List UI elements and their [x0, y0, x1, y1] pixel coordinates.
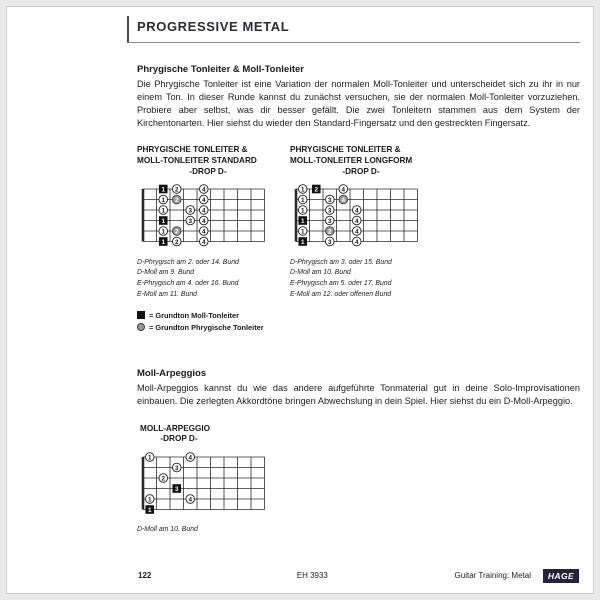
- svg-text:4: 4: [354, 207, 359, 215]
- diagram-column-standard: [137, 145, 290, 300]
- svg-text:1: 1: [161, 239, 166, 247]
- svg-text:1: 1: [161, 228, 166, 236]
- svg-text:4: 4: [188, 454, 193, 462]
- svg-text:4: 4: [341, 197, 346, 205]
- svg-text:2: 2: [161, 475, 166, 483]
- root-phrygian-circle-icon: [137, 323, 145, 331]
- publisher-logo: HAGE: [543, 569, 579, 583]
- diagram-caption: E-Phrygisch am 5. oder 17. Bund: [290, 280, 392, 288]
- legend-item-phrygian-root: = Grundton Phrygische Tonleiter: [137, 323, 580, 332]
- series-label: Guitar Training: Metal: [454, 571, 531, 580]
- svg-text:2: 2: [314, 186, 319, 194]
- svg-text:4: 4: [201, 197, 206, 205]
- svg-text:4: 4: [354, 239, 359, 247]
- svg-text:1: 1: [300, 218, 305, 226]
- svg-text:4: 4: [201, 218, 206, 226]
- diagram-title: PHRYGISCHE TONLEITER & MOLL-TONLEITER LONGFORM -DROP D-: [290, 145, 413, 176]
- diagram-captions: [137, 525, 580, 536]
- svg-text:2: 2: [174, 186, 179, 194]
- svg-text:4: 4: [354, 218, 359, 226]
- catalog-number: EH 3933: [296, 571, 328, 580]
- page-number: 122: [138, 571, 152, 580]
- svg-text:4: 4: [188, 496, 193, 504]
- section-body: Die Phrygische Tonleiter ist eine Variation der normalen Moll-Tonleiter und unterscheidet sich zu ihr in nur einem Ton. In dieser Runde kannst du zunächst versuchen, sie der normalen Moll-Tonleiter vorzuziehen. Probiere aber selbst, was dir besser gefällt. Die zwei Tonleitern stammen aus dem System der Kirchentonarten. Hier siehst du wieder den Standard-Fingersatz und den gestreckten Fingersatz.: [137, 79, 580, 129]
- diagram-columns: [137, 145, 580, 300]
- svg-text:4: 4: [354, 228, 359, 236]
- svg-text:3: 3: [174, 485, 179, 493]
- diagram-caption: E-Moll am 12. oder offenen Bund: [290, 290, 392, 298]
- fretboard-diagram-standard: [137, 183, 290, 253]
- section-heading: Moll-Arpeggios: [137, 367, 207, 379]
- svg-text:3: 3: [327, 239, 332, 247]
- svg-text:3: 3: [327, 207, 332, 215]
- section-arpeggio: [137, 368, 580, 537]
- svg-text:4: 4: [201, 228, 206, 236]
- svg-text:1: 1: [300, 207, 305, 215]
- svg-text:2: 2: [174, 197, 179, 205]
- svg-text:1: 1: [161, 218, 166, 226]
- diagram-captions: [290, 258, 580, 301]
- svg-text:1: 1: [147, 496, 152, 504]
- svg-text:3: 3: [327, 218, 332, 226]
- svg-text:1: 1: [161, 186, 166, 194]
- diagram-title: MOLL-ARPEGGIO -DROP D-: [140, 423, 211, 444]
- svg-text:1: 1: [147, 506, 152, 514]
- svg-text:1: 1: [300, 239, 305, 247]
- section-heading: Phrygische Tonleiter & Moll-Tonleiter: [137, 64, 304, 75]
- diagram-column-longform: [290, 145, 580, 300]
- diagram-caption: D-Moll am 10. Bund: [137, 526, 198, 534]
- svg-text:4: 4: [201, 186, 206, 194]
- diagram-caption: D-Moll am 9. Bund: [137, 269, 195, 277]
- section-body: Moll-Arpeggios kannst du wie das andere aufgeführte Tonmaterial gut in deine Solo-Improvisationen einbauen. Die zerlegten Akkordtöne bringen Abwechslung in dein Spiel. Hier siehst du ein D-Moll-Arpeggio.: [137, 382, 580, 406]
- fretboard-diagram-arpeggio: [137, 451, 580, 521]
- svg-text:1: 1: [161, 207, 166, 215]
- svg-text:1: 1: [161, 197, 166, 205]
- root-minor-square-icon: [137, 311, 145, 319]
- svg-text:1: 1: [147, 454, 152, 462]
- fretboard-diagram-longform: [290, 183, 580, 253]
- svg-text:1: 1: [300, 228, 305, 236]
- svg-text:2: 2: [174, 228, 179, 236]
- diagram-caption: D-Moll am 10. Bund: [290, 269, 351, 277]
- diagram-title: PHRYGISCHE TONLEITER & MOLL-TONLEITER STANDARD -DROP D-: [137, 145, 257, 176]
- legend: [137, 311, 580, 332]
- legend-item-minor-root: = Grundton Moll-Tonleiter: [137, 311, 580, 320]
- svg-text:4: 4: [201, 207, 206, 215]
- diagram-captions: [137, 258, 290, 301]
- diagram-caption: E-Phrygisch am 4. oder 16. Bund: [137, 280, 239, 288]
- svg-text:3: 3: [327, 197, 332, 205]
- svg-text:3: 3: [188, 218, 193, 226]
- svg-text:4: 4: [341, 186, 346, 194]
- page-footer: [138, 569, 579, 584]
- svg-text:2: 2: [327, 228, 332, 236]
- diagram-caption: D-Phrygisch am 3. oder 15. Bund: [290, 258, 392, 266]
- diagram-caption: E-Moll am 11. Bund: [137, 290, 197, 298]
- svg-text:4: 4: [201, 239, 206, 247]
- diagram-caption: D-Phrygisch am 2. oder 14. Bund: [137, 258, 239, 266]
- svg-text:3: 3: [174, 464, 179, 472]
- svg-text:1: 1: [300, 197, 305, 205]
- svg-text:1: 1: [300, 186, 305, 194]
- svg-text:2: 2: [174, 239, 179, 247]
- page-title: PROGRESSIVE METAL: [137, 19, 290, 34]
- svg-text:3: 3: [188, 207, 193, 215]
- section-scales: [137, 64, 580, 332]
- chapter-header: [127, 16, 580, 43]
- book-page: [6, 6, 594, 594]
